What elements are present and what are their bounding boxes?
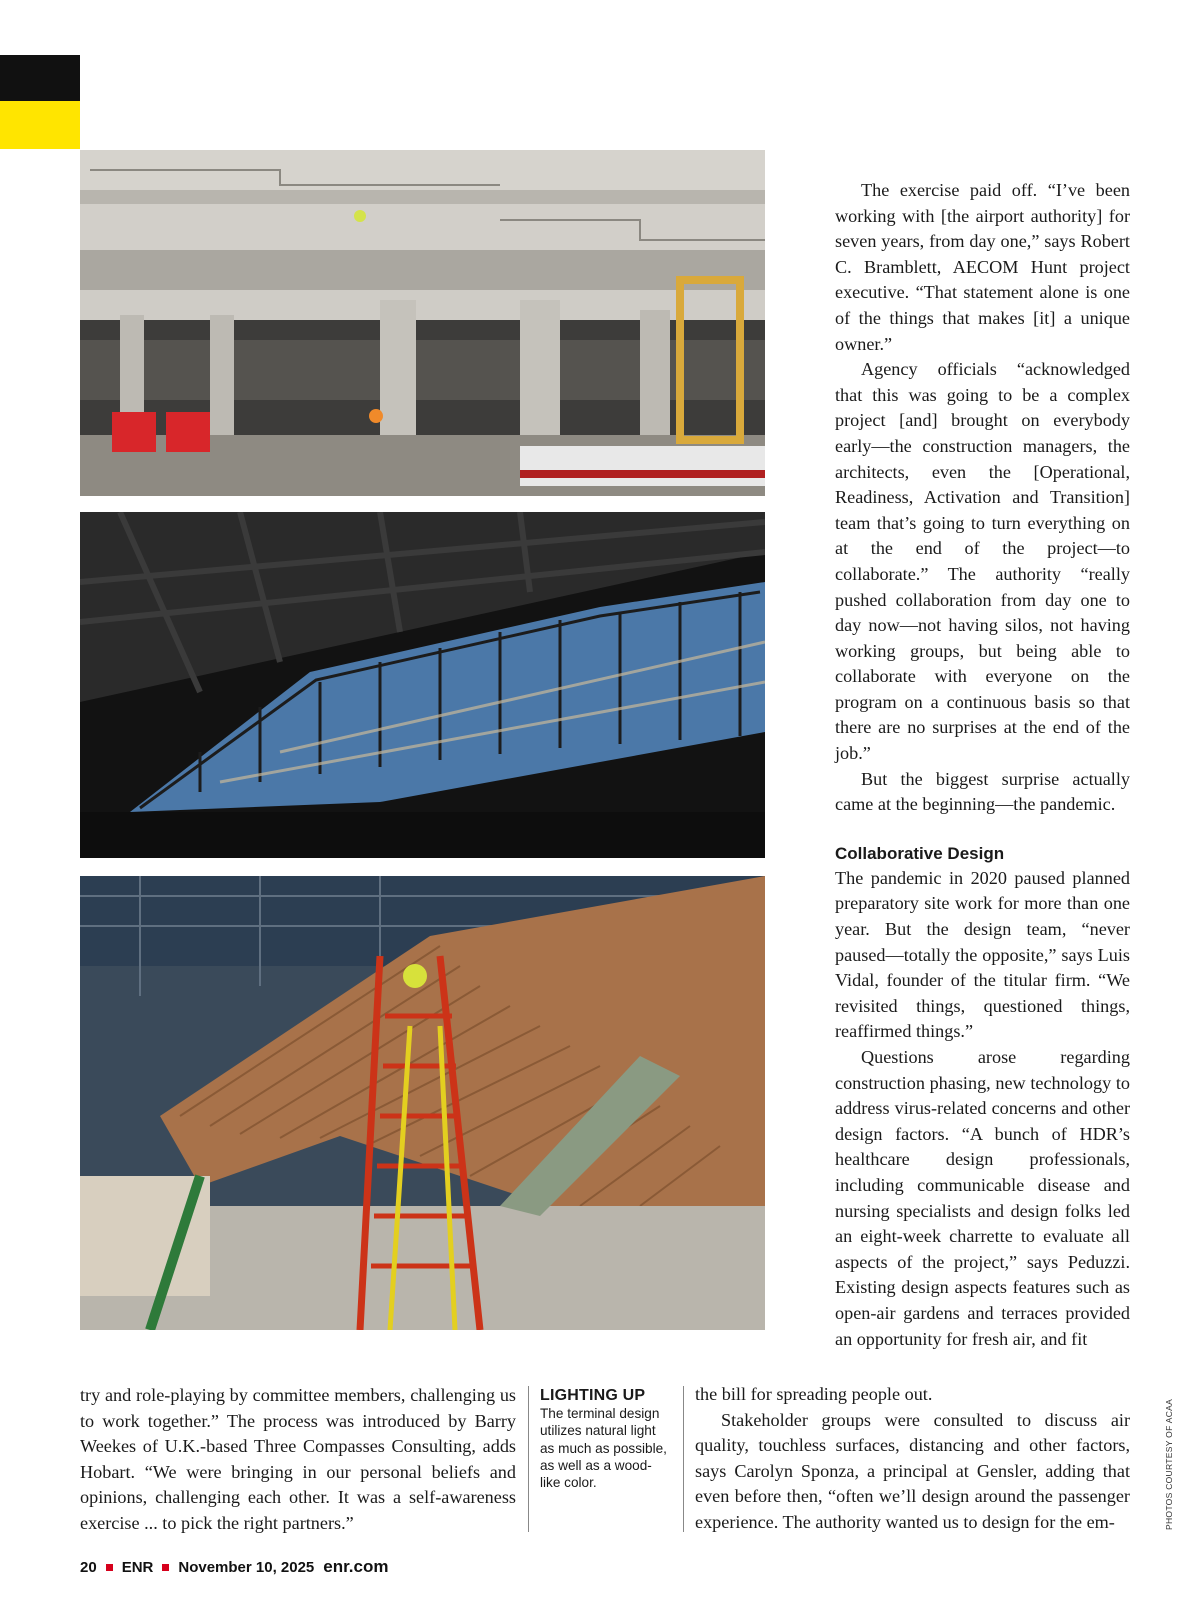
photo-caption xyxy=(540,1386,670,1491)
magazine-name: ENR xyxy=(121,1558,154,1576)
section-tab-yellow xyxy=(0,101,80,149)
article-paragraph: Stakeholder groups were consulted to discuss air quality, touchless surfaces, distancing and other factors, says Carolyn Sponza, a principal at Gensler, adding that even before then, “often we’ll design around the passenger experience. The authority wanted us to design for the em- xyxy=(695,1409,1130,1532)
website-link[interactable]: enr.com xyxy=(323,1557,389,1576)
article-paragraph: The pandemic in 2020 paused planned preparatory site work for more than one year. But the design team, “never paused—totally the opposite,” says Luis Vidal, founder of the titular firm. “We revisited things, questioned things, reaffirmed things.” xyxy=(835,867,1130,1042)
article-left-bottom-column xyxy=(80,1383,516,1537)
article-mid-bottom-column xyxy=(695,1382,1130,1536)
column-rule xyxy=(683,1386,684,1532)
subhead-collaborative-design: Collaborative Design xyxy=(835,843,1005,863)
article-paragraph: The exercise paid off. “I’ve been working with [the airport authority] for seven years, from day one,” says Robert C. Bramblett, AECOM Hunt project executive. “That statement alone is one of the things that makes [it] a unique owner.” xyxy=(835,180,1130,354)
parking-garage-precast-photo xyxy=(80,150,765,496)
article-paragraph: Questions arose regarding construction phasing, new technology to address virus-related concerns and other design factors. “A bunch of HDR’s healthcare design professionals, including communicable disease and nursing specialists and design folks led an eight-week charrette to evaluate all aspects of the project,” says Peduzzi. Existing design aspects features such as open-air gardens and terraces provided an opportunity for fresh air, and fit xyxy=(835,1047,1130,1349)
page-footer xyxy=(80,1557,388,1577)
article-paragraph: try and role-playing by committee members, challenging us to work together.” The process was introduced by Barry Weekes of U.K.-based Three Compasses Consulting, adds Hobart. “We were bringing in our personal beliefs and opinions, challenging each other. It was a self-awareness exercise ... to pick the right partners.” xyxy=(80,1385,516,1533)
article-paragraph: the bill for spreading people out. xyxy=(695,1384,933,1404)
terminal-clerestory-window-photo xyxy=(80,512,765,858)
footer-separator xyxy=(162,1564,169,1571)
wood-ceiling-installation-photo xyxy=(80,876,765,1330)
section-tab-black xyxy=(0,55,80,101)
photo-credit: PHOTOS COURTESY OF ACAA xyxy=(1164,1398,1174,1530)
caption-text: The terminal design utilizes natural light as much as possible, as well as a wood-like color. xyxy=(540,1406,667,1491)
caption-title: LIGHTING UP xyxy=(540,1387,646,1404)
column-rule xyxy=(528,1386,529,1532)
footer-separator xyxy=(106,1564,113,1571)
article-paragraph: But the biggest surprise actually came at the beginning—the pandemic. xyxy=(835,768,1130,815)
page-number: 20 xyxy=(80,1558,97,1576)
article-paragraph: Agency officials “acknowledged that this was going to be a complex project [and] brought on everybody early—the construction managers, the architects, even the [Operational, Readiness, Activation and Transition] team that’s going to turn everything on at the end of the project—to collaborate.” The authority “really pushed collaboration from day one to day now—not having silos, not having working groups, but being able to collaborate with everyone on the program on a continuous basis so that there are no surprises at the end of the job.” xyxy=(835,359,1130,764)
issue-date: November 10, 2025 xyxy=(178,1558,315,1576)
article-right-column xyxy=(835,178,1130,1352)
